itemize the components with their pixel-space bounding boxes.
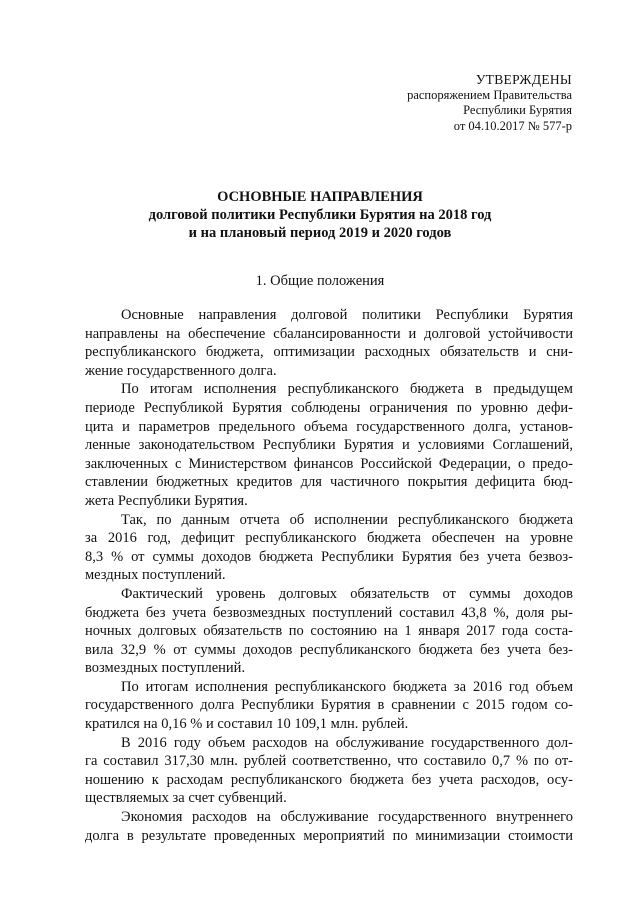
paragraph bbox=[85, 678, 573, 734]
paragraph bbox=[85, 380, 573, 510]
paragraph-line: Так, по данным отчета об исполнении республиканского бюджета bbox=[121, 511, 573, 528]
paragraph-line: вила 32,9 % от суммы доходов республиканского бюджета без учета без- bbox=[85, 641, 573, 658]
paragraph-line: мездных поступлений. bbox=[85, 567, 226, 584]
paragraph-line: га составил 317,30 млн. рублей соответственно, что составило 0,7 % по от- bbox=[85, 753, 573, 770]
paragraph-line: Фактический уровень долговых обязательств от суммы доходов bbox=[121, 585, 573, 602]
paragraph-line: периоде Республикой Бурятия соблюдены ограничения по уровню дефи- bbox=[85, 399, 573, 416]
approval-line-1: распоряжением Правительства bbox=[407, 87, 572, 102]
paragraph-line: цита и параметров предельного объема государственного долга, установ- bbox=[85, 418, 573, 435]
paragraph-line: В 2016 году объем расходов на обслуживание государственного дол- bbox=[121, 734, 573, 751]
paragraph-line: заключенных с Министерством финансов Российской Федерации, о предо- bbox=[85, 455, 573, 472]
paragraph-line: ночных долговых обязательств по состоянию на 1 января 2017 года соста- bbox=[85, 623, 573, 640]
approval-line-2: Республики Бурятия bbox=[463, 103, 572, 117]
title-line-2: долговой политики Республики Бурятия на 2018 год bbox=[148, 207, 492, 223]
approval-line-3: от 04.10.2017 № 577-р bbox=[453, 118, 572, 133]
paragraph-line: возмездных поступлений. bbox=[85, 660, 246, 677]
paragraph-line: жета Республики Бурятия. bbox=[85, 492, 248, 509]
approval-block bbox=[407, 72, 572, 134]
paragraph-line: за 2016 год, дефицит республиканского бюджета обеспечен на уровне bbox=[85, 530, 573, 547]
paragraph-line: государственного долга Республики Бурятия в сравнении с 2015 годом со- bbox=[85, 697, 573, 714]
paragraph-line: долга в результате проведенных мероприятий по минимизации стоимости bbox=[85, 827, 573, 844]
paragraph-line: По итогам исполнения республиканского бюджета в предыдущем bbox=[121, 381, 573, 398]
paragraph bbox=[85, 808, 573, 845]
paragraph bbox=[85, 306, 573, 380]
paragraph-line: Экономия расходов на обслуживание государственного внутреннего bbox=[121, 809, 573, 826]
paragraph-line: кратился на 0,16 % и составил 10 109,1 млн. рублей. bbox=[85, 716, 409, 733]
paragraph-line: ношению к расходам республиканского бюджета без учета расходов, осу- bbox=[85, 771, 573, 788]
document-title bbox=[0, 188, 640, 242]
paragraph bbox=[85, 511, 573, 585]
paragraph-line: 8,3 % от суммы доходов бюджета Республики Бурятия без учета безвоз- bbox=[85, 548, 573, 565]
approval-heading: УТВЕРЖДЕНЫ bbox=[475, 72, 572, 87]
paragraph-line: жение государственного долга. bbox=[85, 362, 277, 379]
body-text bbox=[85, 306, 573, 845]
paragraph-line: ленные законодательством Республики Бурятия и условиями Соглашений, bbox=[85, 437, 573, 454]
paragraph-line: республиканского бюджета, оптимизации расходных обязательств и сни- bbox=[85, 344, 573, 361]
paragraph-line: ставлении бюджетных кредитов для частичного покрытия дефицита бюд- bbox=[85, 474, 573, 491]
section-heading: 1. Общие положения bbox=[255, 273, 385, 289]
title-line-3: и на плановый период 2019 и 2020 годов bbox=[188, 225, 452, 241]
paragraph bbox=[85, 585, 573, 678]
paragraph-line: бюджета без учета безвозмездных поступлений составил 43,8 %, доля ры- bbox=[85, 604, 573, 621]
paragraph bbox=[85, 734, 573, 808]
title-line-1: ОСНОВНЫЕ НАПРАВЛЕНИЯ bbox=[217, 189, 423, 205]
paragraph-line: ществляемых за счет субвенций. bbox=[85, 790, 287, 807]
paragraph-line: По итогам исполнения республиканского бюджета за 2016 год объем bbox=[121, 678, 573, 695]
paragraph-line: Основные направления долговой политики Республики Бурятия bbox=[121, 307, 573, 323]
paragraph-line: направлены на обеспечение сбалансированности и долговой устойчивости bbox=[85, 325, 573, 342]
